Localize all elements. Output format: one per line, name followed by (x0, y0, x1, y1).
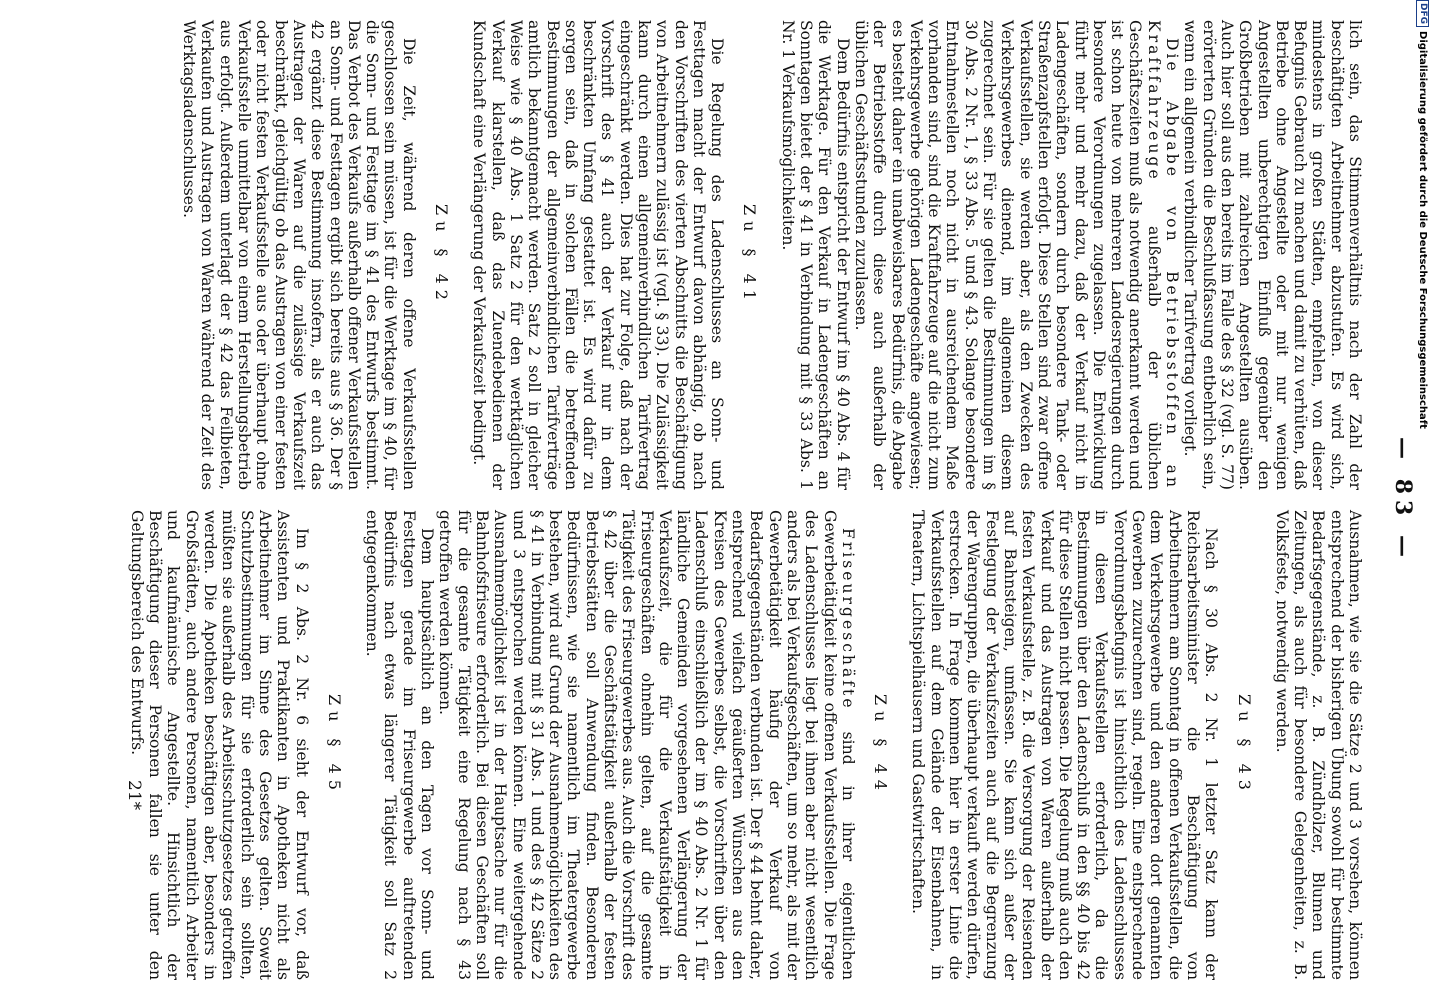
paragraph: lich sein, das Stimmenverhältnis nach der Zahl der beschäftigten Arbeitnehmer abzustufen. Es wird sich, mindestens in großen Städten, empfehlen, von dieser Befugnis Gebrauch zu machen und damit zu verhüten, daß Betriebe ohne Angestellte oder mit nur wenigen Angestellten unberechtigten Einfluß gegenüber den Großbetrieben mit zahlreichen Angestellten ausüben. Auch hier soll aus den bereits im Falle des § 32 (vgl. S. 77) erörterten Gründen die Beschlußfassung entbehrlich sein, wenn ein allgemein verbindlicher Tarifvertrag vorliegt. (1181, 20, 1364, 490)
paragraph: Ausnahmen, wie sie die Sätze 2 und 3 vorsehen, können entsprechend der bisherigen Übung sowohl für bestimmte Bedarfsgegenstände, z. B. Zündhölzer, Blumen und Zeitungen, als auch für besondere Gelegenheiten, z. B. Volksfeste, notwendig werden. (1272, 510, 1364, 980)
section-heading: Zu § 43 (1234, 694, 1254, 796)
section-heading: Zu § 44 (871, 694, 891, 796)
paragraph (852, 20, 1181, 490)
spaced-emphasis: Friseurgeschäfte (838, 528, 857, 711)
section-heading: Zu § 41 (740, 204, 760, 306)
right-column (128, 510, 1364, 980)
section-heading: Zu § 45 (324, 694, 344, 796)
paragraph: Im § 2 Abs. 2 Nr. 6 sieht der Entwurf vor, daß Assistenten und Praktikanten in Apotheken nicht als Arbeitnehmer im Sinne des Gesetzes gelten. Soweit Schutzbestimmungen für sie erforderlich sein sollten, müßten sie außerhalb des Arbeitsschutzgesetzes getroffen werden. Die Apotheken beschäftigen aber, besonders in Großstädten, auch andere Personen, namentlich Arbeiter und kaufmännische Angestellte. Hinsichtlich der Beschäftigung dieser Personen fallen sie unter den Geltungsbereich des Entwurfs. (127, 510, 311, 980)
paragraph (436, 510, 857, 980)
digitization-credit (1410, 0, 1434, 1000)
printer-signature: 21* (124, 780, 144, 811)
paragraph-text: außerhalb der üblichen Geschäftszeiten muß als notwendig anerkannt werden und ist schon heute von mehreren Landesregierungen durch besondere Verordnungen zugelassen. Die Entwicklung führt mehr und mehr dazu, daß der Verkauf nicht in Ladengeschäften, sondern durch besondere Tank- oder Straßenzapfstellen erfolgt. Diese Stellen sind zwar offene Verkaufsstellen, sie werden aber, als den Zwecken des Verkehrsgewerbes dienend, im allgemeinen diesem zugerechnet sein. Für sie gelten die Bestimmungen im § 30 Abs. 2 Nr. 1, § 33 Abs. 5 und § 43. Solange besondere Entnahmestellen noch nicht in ausreichendem Maße vorhanden sind, sind die Kraftfahrzeuge auf die nicht zum Verkehrsgewerbe gehörigen Ladengeschäfte angewiesen; es besteht daher ein unabweisbares Bedürfnis, die Abgabe der Betriebsstoffe durch diese auch außerhalb der üblichen Geschäftsstunden zuzulassen. (851, 20, 1163, 490)
paragraph: Die Regelung des Ladenschlusses an Sonn- und Festtagen macht der Entwurf davon abhängig, ob nach den Vorschriften des vierten Abschnitts die Beschäftigung von Arbeitnehmern zulässig ist (vgl. § 33). Die Zulässigkeit kann durch einen allgemeinverbindlichen Tarifvertrag eingeschränkt werden. Dies hat zur Folge, daß nach der Vorschrift des § 41 auch der Verkauf nur in dem beschränkten Umfang gestattet ist. Es wird dafür zu sorgen sein, daß in solchen Fällen die betreffenden Bestimmungen der allgemeinverbindlichen Tarifverträge amtlich bekanntgemacht werden. Satz 2 soll in gleicher Weise wie § 40 Abs. 1 Satz 2 für den werktäglichen Verkauf klarstellen, daß das Zuendebedienen der Kundschaft eine Verlängerung der Verkaufszeit bedingt. (470, 20, 727, 490)
paragraph: Dem hauptsächlich an den Tagen vor Sonn- und Festtagen gerade im Friseurgewerbe auftretenden Bedürfnis nach etwas längerer Tätigkeit soll Satz 2 entgegenkommen. (363, 510, 437, 980)
page-number: — 83 — (1390, 437, 1416, 563)
paragraph: Nach § 30 Abs. 2 Nr. 1 letzter Satz kann der Reichsarbeitsminister die Beschäftigung von Arbeitnehmern am Sonntag in offenen Verkaufsstellen, die dem Verkehrsgewerbe und den anderen dort genannten Gewerben zuzurechnen sind, regeln. Eine entsprechende Verordnungsbefugnis ist hinsichtlich des Ladenschlusses in diesen Verkaufsstellen erforderlich, da die Bestimmungen über den Ladenschluß in den §§ 40 bis 42 für diese Stellen nicht passen. Die Regelung muß auch den Verkauf und das Austragen von Waren außerhalb der festen Verkaufsstelle, z. B. die Versorgung der Reisenden auf Bahnsteigen, umfassen. Sie kann sich außer der Festlegung der Verkaufszeiten auch auf die Begrenzung der Warengruppen, die überhaupt verkauft werden dürfen, erstrecken. In Frage kommen hier in erster Linie die Verkaufsstellen auf dem Gelände der Eisenbahnen, in Theatern, Lichtspielhäusern und Gastwirtschaften. (909, 510, 1221, 980)
paragraph-text: sind in ihrer eigentlichen Gewerbetätigkeit keine offenen Verkaufsstellen. Die Frage des Ladenschlusses liegt bei ihnen aber nicht wesentlich anders als bei Verkaufsgeschäften, um so mehr, als mit der Gewerbetätigkeit häufig der Verkauf von Bedarfsgegenständen verbunden ist. Der § 44 behnt daher, entsprechend vielfach geäußerten Wünschen aus den Kreisen des Gewerbes selbst, die Vorschriften über den Ladenschluß einschließlich der im § 40 Abs. 2 Nr. 1 für ländliche Gemeinden vorgesehenen Verlängerung der Verkaufszeit, die für die Verkaufstätigkeit in Friseurgeschäften ohnehin gelten, auf die gesamte Tätigkeit des Friseurgewerbes aus. Auch die Vorschrift des § 42 über die Geschäftstätigkeit außerhalb der festen Betriebsstätten soll Anwendung finden. Besonderen Bedürfnissen, wie sie namentlich im Theatergewerbe bestehen, wird auf Grund der Ausnahmemöglichkeiten des § 41 in Verbindung mit § 31 Abs. 1 und des § 42 Sätze 2 und 3 entsprochen werden können. Eine weitergehende Ausnahmemöglichkeit ist in der Hauptsache nur für die Bahnhofsfriseure erforderlich. Bei diesen Geschäften soll für die gesamte Tätigkeit eine Regelung nach § 43 getroffen werden können. (436, 510, 857, 980)
section-heading: Zu § 42 (432, 204, 452, 306)
credit-text: Digitalisierung gefördert durch die Deutsche Forschungsgemeinschaft (1417, 31, 1428, 429)
spaced-emphasis: Die Abgabe von Betriebsstoffen an Kraftfahrzeuge (1144, 20, 1182, 490)
dfg-logo-icon: DFG (1417, 0, 1430, 27)
paragraph: Die Zeit, während deren offene Verkaufsstellen geschlossen sein müssen, ist für die Werktage im § 40, für die Sonn- und Festtage im § 41 des Entwurfs bestimmt. Das Verbot des Verkaufs außerhalb offener Verkaufsstellen an Sonn- und Festtagen ergibt sich bereits aus § 36. Der § 42 ergänzt diese Bestimmung insofern, als er auch das Austragen der Waren auf die zulässige Verkaufszeit beschränkt, gleichgültig ob das Austragen von einer festen oder nicht festen Verkaufsstelle aus oder überhaupt ohne Verkaufsstelle unmittelbar von einem Herstellungsbetrieb aus erfolgt. Außerdem unterlagt der § 42 das Feilbieten, Verkaufen und Austragen von Waren während der Zeit des Werktagsladenschlusses. (180, 20, 418, 490)
left-column (180, 20, 1364, 490)
paragraph: Dem Bedürfnis entspricht der Entwurf im § 40 Abs. 4 für die Werktage. Für den Verkauf in Ladengeschäften an Sonntagen bietet der § 41 in Verbindung mit § 33 Abs. 1 Nr. 1 Verkaufsmöglichkeiten. (778, 20, 852, 490)
